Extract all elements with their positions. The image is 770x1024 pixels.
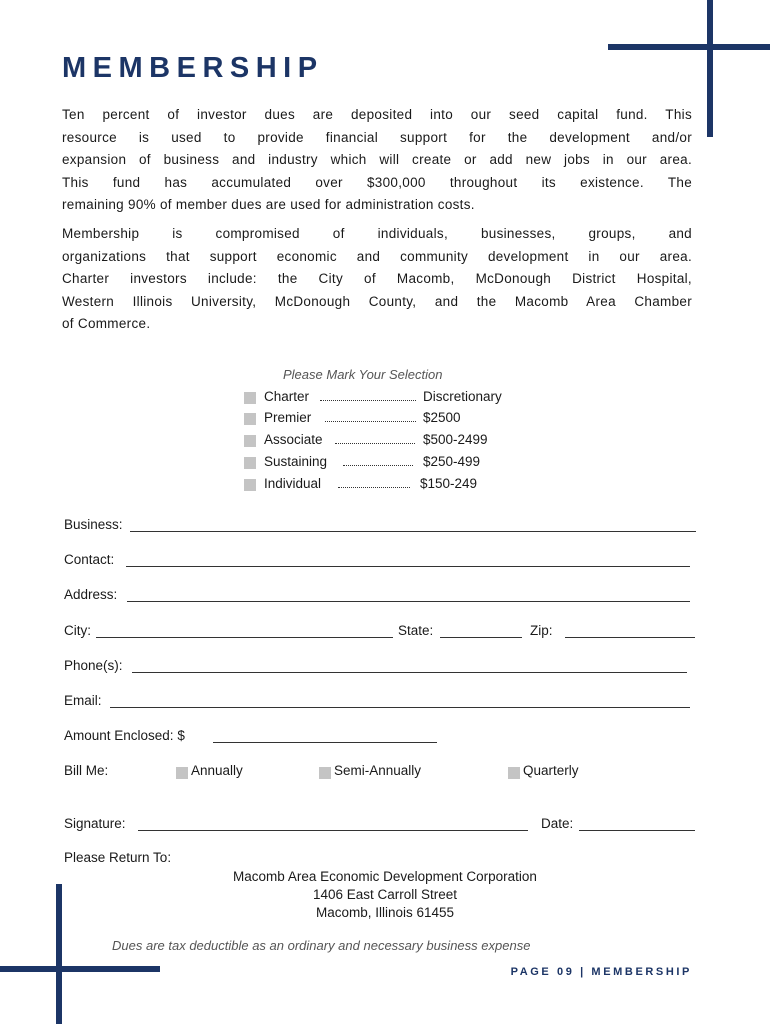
paragraph-seed-fund — [62, 104, 692, 217]
paragraph-line: Membership is compromised of individuals, businesses, groups, and — [62, 226, 692, 241]
paragraph-line: Ten percent of investor dues are deposited into our seed capital fund. This — [62, 107, 692, 122]
bill-annually-checkbox[interactable] — [176, 767, 188, 779]
option-checkbox[interactable] — [244, 435, 256, 447]
paragraph-line: of Commerce. — [62, 316, 151, 332]
contact-field[interactable] — [126, 566, 690, 567]
amount-enclosed-label: Amount Enclosed: $ — [64, 728, 185, 743]
option-price: $250-499 — [423, 454, 481, 469]
page-title: MEMBERSHIP — [62, 52, 324, 84]
contact-label: Contact: — [64, 552, 115, 567]
bill-annually-label: Annually — [191, 763, 243, 778]
signature-label: Signature: — [64, 816, 126, 831]
phone-field[interactable] — [132, 672, 687, 673]
option-price: Discretionary — [423, 389, 502, 404]
date-label: Date: — [541, 816, 574, 831]
zip-field[interactable] — [565, 637, 695, 638]
option-label: Charter — [264, 389, 310, 404]
business-field[interactable] — [130, 531, 696, 532]
state-label: State: — [398, 623, 434, 638]
tax-deductible-note: Dues are tax deductible as an ordinary and necessary business expense — [112, 938, 531, 953]
paragraph-line: Western Illinois University, McDonough County, and the Macomb Area Chamber — [62, 293, 692, 309]
option-leader-dots — [325, 421, 416, 422]
corner-cross-top-vertical — [707, 0, 713, 137]
option-checkbox[interactable] — [244, 413, 256, 425]
address-label: Address: — [64, 587, 118, 602]
option-label: Premier — [264, 410, 312, 425]
address-field[interactable] — [127, 601, 690, 602]
state-field[interactable] — [440, 637, 522, 638]
paragraph-line: expansion of business and industry which will create or add new jobs in our area. — [62, 152, 692, 168]
option-leader-dots — [343, 465, 413, 466]
bill-quarterly-label: Quarterly — [523, 763, 579, 778]
corner-cross-bottom-vertical — [56, 884, 62, 1024]
bill-quarterly-checkbox[interactable] — [508, 767, 520, 779]
city-field[interactable] — [96, 637, 393, 638]
option-price: $150-249 — [420, 476, 478, 491]
option-label: Associate — [264, 432, 323, 447]
signature-field[interactable] — [138, 830, 528, 831]
option-leader-dots — [335, 443, 415, 444]
email-field[interactable] — [110, 707, 690, 708]
phone-label: Phone(s): — [64, 658, 123, 673]
option-checkbox[interactable] — [244, 392, 256, 404]
city-label: City: — [64, 623, 91, 638]
return-city: Macomb, Illinois 61455 — [315, 905, 455, 920]
option-price: $2500 — [423, 410, 461, 425]
option-label: Individual — [264, 476, 322, 491]
paragraph-line: remaining 90% of member dues are used for administration costs. — [62, 197, 475, 213]
bill-semi-annually-checkbox[interactable] — [319, 767, 331, 779]
return-to-label: Please Return To: — [64, 850, 172, 865]
corner-cross-top-horizontal — [608, 44, 770, 50]
option-leader-dots — [338, 487, 410, 488]
return-organization: Macomb Area Economic Development Corporation — [233, 869, 537, 884]
option-leader-dots — [320, 400, 416, 401]
option-checkbox[interactable] — [244, 457, 256, 469]
paragraph-line: resource is used to provide financial support for the development and/or — [62, 129, 692, 145]
business-label: Business: — [64, 517, 123, 532]
paragraph-line: organizations that support economic and community development in our area. — [62, 248, 692, 264]
option-price: $500-2499 — [423, 432, 488, 447]
zip-label: Zip: — [530, 623, 553, 638]
email-label: Email: — [64, 693, 102, 708]
option-label: Sustaining — [264, 454, 328, 469]
paragraph-line: This fund has accumulated over $300,000 throughout its existence. The — [62, 174, 692, 190]
option-checkbox[interactable] — [244, 479, 256, 491]
paragraph-membership — [62, 223, 692, 336]
corner-cross-bottom-horizontal — [0, 966, 160, 972]
paragraph-line: Charter investors include: the City of Macomb, McDonough District Hospital, — [62, 271, 692, 287]
bill-semi-annually-label: Semi-Annually — [334, 763, 422, 778]
page-footer: PAGE 09 | MEMBERSHIP — [510, 966, 692, 978]
date-field[interactable] — [579, 830, 695, 831]
bill-me-label: Bill Me: — [64, 763, 109, 778]
selection-heading: Please Mark Your Selection — [283, 367, 443, 382]
amount-enclosed-field[interactable] — [213, 742, 437, 743]
return-street: 1406 East Carroll Street — [312, 887, 458, 902]
